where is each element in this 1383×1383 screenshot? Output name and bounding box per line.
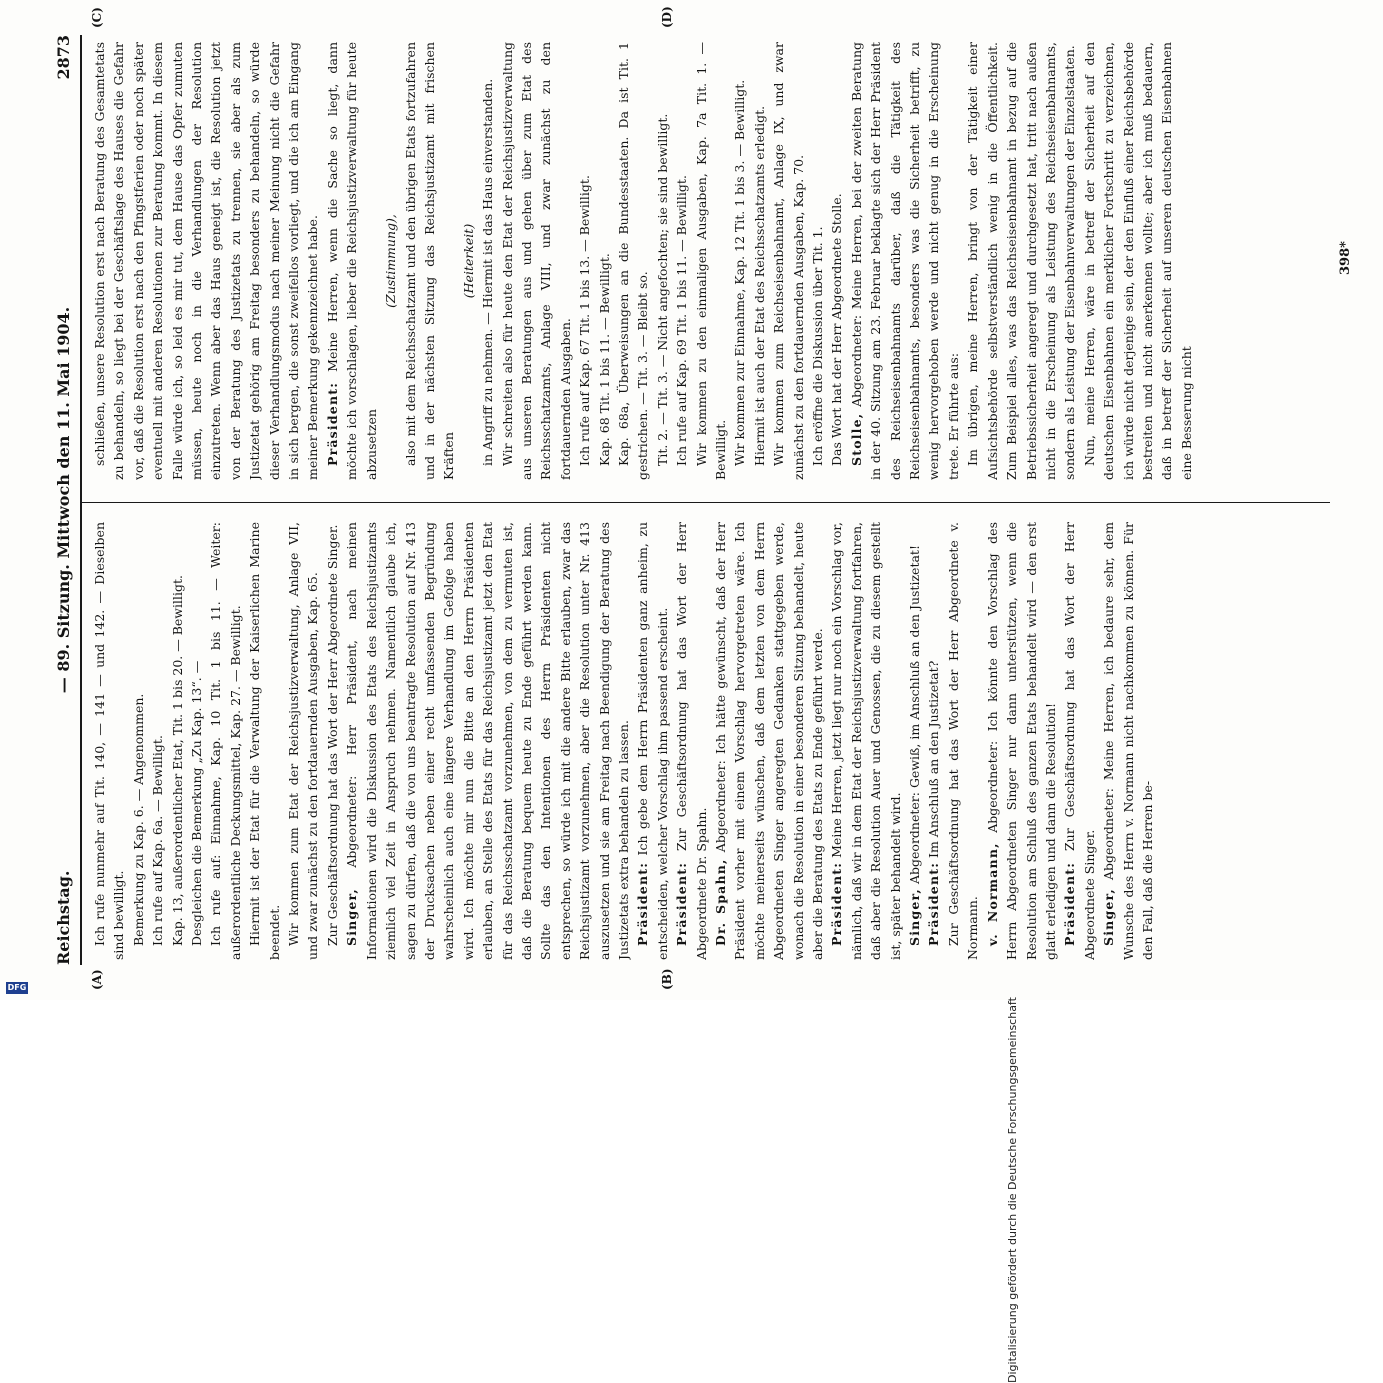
- paragraph: [381, 42, 400, 480]
- paragraph: [672, 42, 691, 480]
- margin-marker-a: (A): [90, 969, 104, 990]
- paragraph: [730, 42, 749, 480]
- paragraph-text: Abgeordneter: Meine Herren, ich bedaure sehr, dem Wunsche des Herrn v. Normann nicht nachkommen zu können. Für den Fall, daß die Herren be-: [1101, 522, 1155, 960]
- paragraph-text: Ich eröffne die Diskussion über Tit. 1.: [810, 226, 826, 466]
- paragraph: [187, 522, 206, 960]
- paragraph-text: Nun, meine Herren, wäre in betreff der Sicherheit auf den deutschen Eisenbahnen ein merklicher Fortschritt zu verzeichnen, ich würde nicht derjenige sein, der den Einfluß einer Reichsbehörde bestreiten und nicht anerkennen wollte; aber ich muß bedauern, daß in betreff der Sicherheit auf unseren deutschen Eisenbahnen eine Besserung nicht: [1081, 42, 1194, 480]
- paragraph: [90, 522, 129, 960]
- paragraph: [944, 522, 983, 960]
- paragraph-text: in Angriff zu nehmen. — Hiermit ist das Haus einverstanden.: [480, 78, 496, 466]
- paragraph-text: Das Wort hat der Herr Abgeordnete Stolle.: [829, 193, 845, 466]
- paragraph-text: Wir kommen zur Einnahme, Kap. 12 Tit. 1 bis 3. — Bewilligt.: [732, 79, 748, 466]
- paragraph: [323, 42, 381, 480]
- paragraph-text: Ich rufe auf Kap. 6a. — Bewilligt.: [150, 735, 166, 946]
- paragraph-text: Wir kommen zum Etat der Reichsjustizverwaltung, Anlage VII, und zwar zunächst zu den fortdauernden Ausgaben, Kap. 65.: [286, 522, 321, 960]
- header-session: — 89. Sitzung. Mittwoch den 11. Mai 1904.: [54, 306, 73, 694]
- right-column: [90, 42, 1320, 480]
- paragraph-text: Bemerkung zu Kap. 6. — Angenommen.: [130, 693, 146, 946]
- speaker-name: Präsident:: [635, 861, 651, 946]
- paragraph: [1080, 42, 1196, 480]
- speaker-name: Präsident:: [926, 861, 942, 946]
- paragraph-text: Wir kommen zu den einmaligen Ausgaben, Kap. 7a Tit. 1. — Bewilligt.: [693, 42, 728, 480]
- paragraph-text: Desgleichen die Bemerkung „Zu Kap. 13“. —: [189, 660, 205, 946]
- paragraph: [459, 42, 478, 480]
- paragraph: [478, 42, 497, 480]
- paragraph-text: Tit. 2. — Tit. 3. — Nicht angefochten; sie sind bewilligt.: [654, 113, 670, 466]
- paragraph: [672, 522, 711, 960]
- paragraph: [498, 42, 576, 480]
- paragraph: [284, 522, 323, 960]
- paragraph-text: Zur Geschäftsordnung hat das Wort der Herr Abgeordnete Singer.: [324, 524, 340, 946]
- margin-marker-b: (B): [660, 968, 674, 990]
- paragraph: [808, 42, 827, 480]
- paragraph: [711, 522, 827, 960]
- paragraph: [692, 42, 731, 480]
- paragraph-text: Ich gebe dem Herrn Präsidenten ganz anheim, zu entscheiden, welcher Vorschlag ihm passend erscheint.: [635, 522, 670, 960]
- paragraph: [769, 42, 808, 480]
- paragraph-text: Wir schreiten also für heute den Etat der Reichsjustizverwaltung aus unseren Beratungen aus und gehen über zum Etat des Reichsschatzamts, Anlage VIII, und zwar zunächst zu den fortdauernden Ausgaben.: [499, 42, 573, 480]
- header-title: Reichstag.: [54, 870, 73, 965]
- speaker-name: v. Normann,: [984, 842, 1000, 946]
- paragraph: [633, 522, 672, 960]
- paragraph: [168, 522, 187, 960]
- speaker-name: Singer,: [907, 888, 923, 946]
- paragraph-text: Abgeordneter: Gewiß, im Anschluß an den Justizetat!: [907, 545, 923, 885]
- paragraph: [129, 522, 148, 960]
- speaker-name: Präsident:: [829, 861, 845, 946]
- header-rule: [80, 35, 82, 965]
- paragraph: [1099, 522, 1157, 960]
- paragraph-text: Ich rufe nunmehr auf Tit. 140, — 141 — und 142. — Dieselben sind bewilligt.: [92, 522, 127, 960]
- paragraph-text: (Zustimmung),: [383, 214, 399, 308]
- paragraph-text: Kap. 68 Tit. 1 bis 11. — Bewilligt.: [596, 253, 612, 466]
- margin-marker-d: (D): [660, 6, 674, 28]
- paragraph: [905, 522, 924, 960]
- paragraph-text: Abgeordneter: Ich hätte gewünscht, daß der Herr Präsident vorher mit einem Vorschlag hervorgetreten wäre. Ich möchte meinerseits wünschen, daß dem letzten von dem Herrn Abgeordneten Singer angeregten Gedanken stattgegeben werde, wonach die Resolution in einer besonderen Sitzung behandelt, heute aber die Beratung des Etats zu Ende geführt werde.: [713, 522, 826, 960]
- paragraph: [148, 522, 167, 960]
- speaker-name: Stolle,: [848, 412, 864, 466]
- paragraph-text: Im Anschluß an den Justizetat?: [926, 660, 942, 858]
- paragraph: [963, 42, 1079, 480]
- page-number: 2873: [54, 35, 73, 80]
- paragraph: [245, 522, 284, 960]
- speaker-name: Präsident:: [674, 861, 690, 946]
- speaker-name: Singer,: [1101, 888, 1117, 946]
- paragraph-text: Abgeordneter: Herr Präsident, nach meinen Informationen wird die Diskussion des Etats des Reichsjustizamts ziemlich viel Zeit in Anspruch nehmen. Namentlich glaube ich, sagen zu dürfen, daß die von uns beantragte Resolution auf Nr. 413 der Drucksachen neben einer recht umfassenden Begründung wahrscheinlich auch eine längere Verhandlung im Gefolge haben wird. Ich möchte mir nun die Bitte an den Herrn Präsidenten erlauben, an Stelle des Etats für das Reichsjustizamt jetzt den Etat für das Reichsschatzamt vorzunehmen, von dem zu vermuten ist, daß die Beratung bequem heute zu Ende geführt werden kann. Sollte das den Intentionen des Herrn Präsidenten nicht entsprechen, so würde ich mit die andere Bitte erlauben, zwar das Reichsjustizamt vorzunehmen, aber die Resolution unter Nr. 413 auszusetzen und sie am Freitag nach Beendigung der Beratung des Justizetats extra behandeln zu lassen.: [344, 522, 631, 960]
- digitization-note: Digitalisierung gefördert durch die Deutsche Forschungsgemeinschaft: [1006, 997, 1019, 1383]
- paragraph-text: Abgeordneter: Meine Herren, bei der zweiten Beratung in der 40. Sitzung am 23. Februar beklagte sich der Herr Präsident des Reichseisenbahnamts darüber, daß die Tätigkeit des Reichseisenbahnamts, besonders was die Sicherheit betrifft, zu wenig hervorgehoben werde und nicht genug in die Erscheinung trete. Er führte aus:: [848, 42, 961, 480]
- paragraph-text: Ich rufe auf Kap. 67 Tit. 1 bis 13. — Bewilligt.: [577, 175, 593, 466]
- paragraph-text: Ich rufe auf Kap. 69 Tit. 1 bis 11. — Bewilligt.: [674, 175, 690, 466]
- paragraph: [983, 522, 1061, 960]
- left-column: [90, 522, 1320, 960]
- paragraph: [924, 522, 943, 960]
- paragraph-text: (Heiterkeit): [460, 223, 476, 299]
- speaker-name: Präsident:: [1062, 861, 1078, 946]
- paragraph: [575, 42, 594, 480]
- paragraph-text: Zur Geschäftsordnung hat das Wort der Herr Abgeordnete Singer.: [1062, 522, 1097, 960]
- paragraph-text: Abgeordneter: Ich könnte den Vorschlag des Herrn Abgeordneten Singer nur dann unterstützen, wenn die Resolution am Schluß des ganzen Etats behandelt wird — den erst glatt erledigen und dann die Resolution!: [984, 522, 1058, 960]
- page-header: [50, 35, 80, 965]
- paragraph: [827, 522, 905, 960]
- speaker-name: Singer,: [344, 888, 360, 946]
- paragraph-text: Hiermit ist auch der Etat des Reichsschatzamts erledigt.: [751, 105, 767, 466]
- paragraph-text: also mit dem Reichsschatzamt und den übrigen Etats fortzufahren und in der nächsten Sitzung das Reichsjustizamt mit frischen Kräften: [402, 42, 457, 480]
- speaker-name: Präsident:: [324, 381, 340, 466]
- paragraph-text: Meine Herren, wenn die Sache so liegt, dann möchte ich vorschlagen, lieber die Reichsjustizverwaltung für heute abzusetzen: [324, 42, 379, 480]
- paragraph: [827, 42, 846, 480]
- paragraph: [342, 522, 633, 960]
- dfg-logo: DFG: [7, 983, 27, 992]
- paragraph-text: Hiermit ist der Etat für die Verwaltung der Kaiserlichen Marine beendet.: [247, 522, 282, 960]
- paragraph-text: schließen, unsere Resolution erst nach Beratung des Gesamtetats zu behandeln, so liegt bei der Geschäftslage des Hauses die Gefahr vor, daß die Resolution erst nach den Pfingstferien oder noch später eventuell mit anderen Resolutionen zur Beratung kommt. In diesem Falle würde ich, so leid es mir tut, dem Hause das Opfer zumuten müssen, heute noch in die Verhandlungen der Resolution einzutreten. Wenn aber das Haus geneigt ist, die Resolution jetzt von der Beratung des Justizetats zu trennen, sie aber als zum Justizetat gehörig am Freitag besonders zu behandeln, so würde dieser Verhandlungsmodus nach meiner Meinung nicht die Gefahr in sich bergen, die sonst zweifellos vorliegt, und die ich am Eingang meiner Bemerkung gekennzeichnet habe.: [92, 42, 321, 480]
- paragraph-text: Zur Geschäftsordnung hat das Wort der Herr Abgeordnete v. Normann.: [945, 522, 981, 960]
- paragraph-text: Wir kommen zum Reichseisenbahnamt, Anlage IX, und zwar zunächst zu den fortdauernden Ausgaben, Kap. 70.: [771, 42, 806, 480]
- paragraph: [653, 42, 672, 480]
- sheet-signature: 398*: [1338, 241, 1353, 275]
- speaker-name: Dr. Spahn,: [713, 858, 728, 946]
- paragraph: [206, 522, 245, 960]
- paragraph-text: Im übrigen, meine Herren, bringt von der Tätigkeit einer Aufsichtsbehörde selbstverständlich wenig in die Öffentlichkeit. Zum Beispiel alles, was das Reichseisenbahnamt in bezug auf die Betriebssicherheit angeregt und durchgesetzt hat, tritt nach außen nicht in die Erscheinung als Leistung des Reichseisenbahnamts, sondern als Leistung der Eisenbahnverwaltungen der Einzelstaaten.: [965, 42, 1078, 480]
- paragraph: [614, 42, 653, 480]
- paragraph-text: Zur Geschäftsordnung hat das Wort der Herr Abgeordnete Dr. Spahn.: [674, 522, 709, 960]
- paragraph-text: Kap. 13, außerordentlicher Etat, Tit. 1 bis 20. — Bewilligt.: [169, 575, 185, 946]
- margin-marker-c: (C): [90, 7, 104, 28]
- paragraph: [750, 42, 769, 480]
- paragraph: [90, 42, 323, 480]
- paragraph: [401, 42, 459, 480]
- column-divider: [82, 502, 1330, 503]
- paragraph: [847, 42, 963, 480]
- paragraph: [595, 42, 614, 480]
- paragraph-text: Ich rufe auf: Einnahme, Kap. 10 Tit. 1 bis 11. — Weiter: außerordentliche Deckungsmittel, Kap. 27. — Bewilligt.: [208, 522, 243, 960]
- paragraph: [1060, 522, 1099, 960]
- paragraph-text: Meine Herren, jetzt liegt nur noch ein Vorschlag vor, nämlich, daß wir in dem Etat der Reichsjustizverwaltung fortfahren, daß aber die Resolution Auer und Genossen, die zu diesem gestellt ist, später behandelt wird.: [829, 522, 903, 960]
- paragraph: [323, 522, 342, 960]
- paragraph-text: Kap. 68a, Überweisungen an die Bundesstaaten. Da ist Tit. 1 gestrichen. — Tit. 3. — Bleibt so.: [615, 42, 651, 480]
